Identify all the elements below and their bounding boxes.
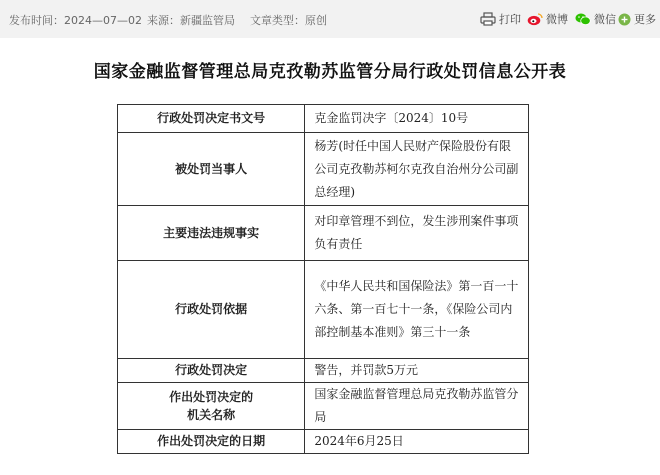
row-label: 主要违法违规事实 <box>118 206 305 261</box>
publish-date: 发布时间：2024—07—02 <box>9 14 142 27</box>
table-row <box>118 206 529 261</box>
more-share-button[interactable] <box>618 11 656 27</box>
meta-bar <box>0 0 660 38</box>
page-title: 国家金融监督管理总局克孜勒苏监管分局行政处罚信息公开表 <box>93 62 567 82</box>
source-label: 来源：新疆监管局 <box>147 14 235 27</box>
printer-icon <box>480 12 496 26</box>
row-label <box>118 383 305 430</box>
table-row <box>118 430 529 454</box>
article-type: 文章类型：原创 <box>250 14 327 27</box>
table-row <box>118 105 529 133</box>
row-label: 作出处罚决定的日期 <box>118 430 305 454</box>
row-value: 对印章管理不到位，发生涉刑案件事项负有责任 <box>305 206 529 261</box>
print-button[interactable] <box>480 11 521 27</box>
row-value: 国家金融监督管理总局克孜勒苏监管分局 <box>305 383 529 430</box>
weibo-share-button[interactable] <box>527 11 568 27</box>
row-label-line: 机关名称 <box>187 408 236 422</box>
wechat-share-button[interactable] <box>575 11 616 27</box>
row-label: 行政处罚决定 <box>118 359 305 383</box>
weibo-label: 微博 <box>546 13 568 26</box>
row-value: 警告，并罚款5万元 <box>305 359 529 383</box>
row-value: 《中华人民共和国保险法》第一百一十六条、第一百七十一条，《保险公司内部控制基本准则》第三十一条 <box>305 261 529 359</box>
print-label: 打印 <box>499 13 521 26</box>
more-label: 更多 <box>634 13 656 26</box>
table-row <box>118 359 529 383</box>
table-row <box>118 383 529 430</box>
wechat-icon <box>575 12 591 26</box>
row-label-line: 作出处罚决定的 <box>169 390 254 404</box>
more-plus-icon <box>618 13 631 26</box>
row-label: 行政处罚决定书文号 <box>118 105 305 133</box>
row-value: 克金监罚决字〔2024〕10号 <box>305 105 529 133</box>
row-value: 杨芳(时任中国人民财产保险股份有限公司克孜勒苏柯尔克孜自治州分公司副总经理) <box>305 133 529 206</box>
row-value: 2024年6月25日 <box>305 430 529 454</box>
row-label: 行政处罚依据 <box>118 261 305 359</box>
row-label: 被处罚当事人 <box>118 133 305 206</box>
weibo-icon <box>527 12 543 26</box>
table-row <box>118 261 529 359</box>
penalty-info-table <box>117 104 529 454</box>
table-row <box>118 133 529 206</box>
wechat-label: 微信 <box>594 13 616 26</box>
